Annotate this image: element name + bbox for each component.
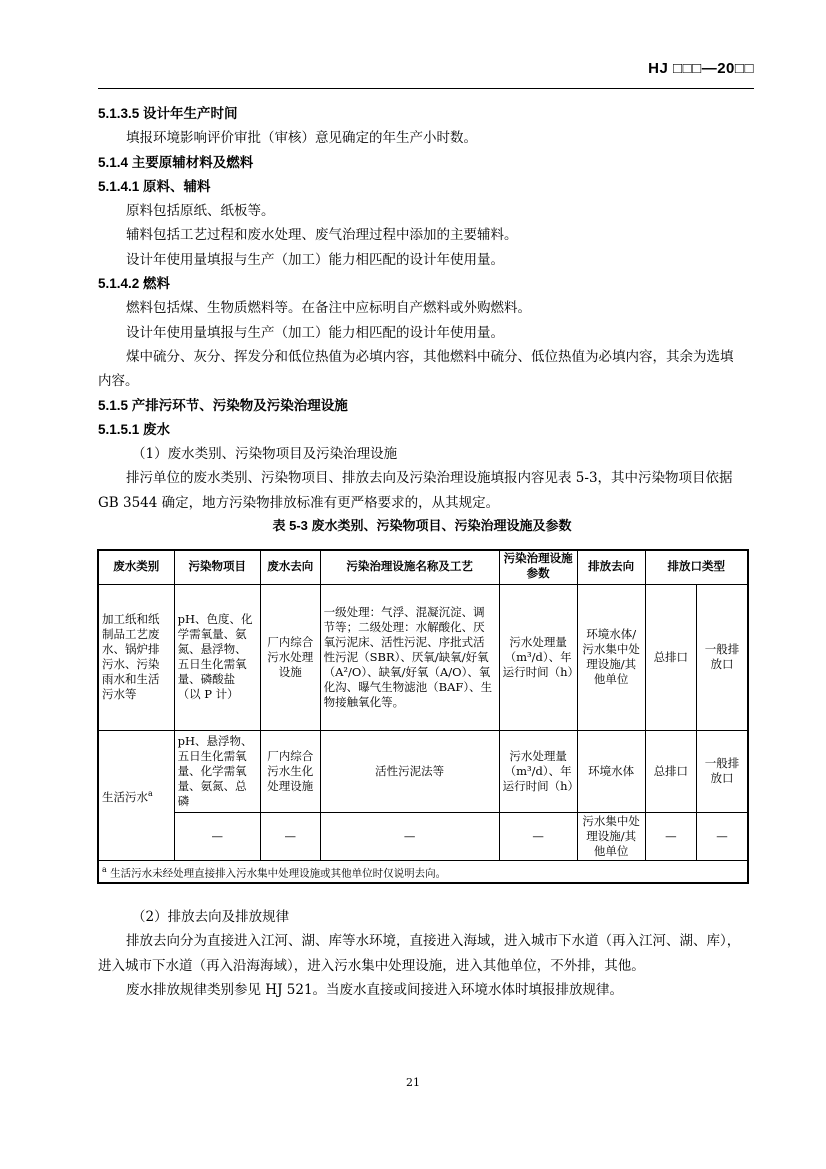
cell-destination: 厂内综合污水处理设施 bbox=[260, 584, 320, 730]
cell-outlet: 总排口 bbox=[645, 730, 696, 812]
cell-facility: 一级处理：气浮、混凝沉淀、调节等；二级处理：水解酸化、厌氧污泥床、活性污泥、序批式活性污泥（SBR）、厌氧/缺氧/好氧（A²/O）、缺氧/好氧（A/O）、氧化沟、曝气生物滤池（BAF）、生物接触氧化等。 bbox=[320, 584, 499, 730]
paragraph: 原料包括原纸、纸板等。 bbox=[126, 203, 275, 220]
body-text bbox=[98, 102, 746, 535]
header-document-code: HJ □□□—20□□ bbox=[648, 60, 754, 77]
table-title: 表 5-3 废水类别、污染物项目、污染治理设施及参数 bbox=[272, 518, 572, 534]
header-facility: 污染治理设施名称及工艺 bbox=[320, 550, 499, 584]
table-row bbox=[98, 584, 748, 730]
heading-5135: 5.1.3.5 设计年生产时间 bbox=[98, 106, 238, 121]
cell-outlet-type: 一般排放口 bbox=[697, 730, 748, 812]
header-discharge: 排放去向 bbox=[577, 550, 645, 584]
heading-514: 5.1.4 主要原辅材料及燃料 bbox=[98, 154, 254, 170]
table-note bbox=[98, 860, 748, 883]
page-number: 21 bbox=[406, 1076, 420, 1089]
heading-5141: 5.1.4.1 原料、辅料 bbox=[98, 178, 211, 194]
header-destination: 废水去向 bbox=[260, 550, 320, 584]
paragraph: 废水排放规律类别参见 HJ 521。当废水直接或间接进入环境水体时填报排放规律。 bbox=[126, 981, 624, 998]
cell-params: 污水处理量（m³/d）、年运行时间（h） bbox=[499, 584, 577, 730]
paragraph: 排污单位的废水类别、污染物项目、排放去向及污染治理设施填报内容见表 5-3，其中污染物项目依据 GB 3544 确定，地方污染物排放标准有更严格要求的，从其规定。 bbox=[98, 470, 733, 511]
cell-category: 加工纸和纸制品工艺废水、锅炉排污水、污染雨水和生活污水等 bbox=[98, 584, 174, 730]
header-category: 废水类别 bbox=[98, 550, 174, 584]
paragraph: 填报环境影响评价审批（审核）意见确定的年生产小时数。 bbox=[126, 130, 477, 147]
category-text: 生活污水 bbox=[102, 789, 148, 804]
header-pollutants: 污染物项目 bbox=[174, 550, 260, 584]
cell-pollutants: pH、色度、化学需氧量、氨氮、悬浮物、五日生化需氧量、磷酸盐（以 P 计） bbox=[174, 584, 260, 730]
header-rule bbox=[98, 88, 754, 89]
table-note-row bbox=[98, 860, 748, 883]
paragraph: 设计年使用量填报与生产（加工）能力相匹配的设计年使用量。 bbox=[126, 324, 504, 341]
cell-destination: 厂内综合污水生化处理设施 bbox=[260, 730, 320, 812]
paragraph: 设计年使用量填报与生产（加工）能力相匹配的设计年使用量。 bbox=[126, 251, 504, 268]
paragraph: 燃料包括煤、生物质燃料等。在备注中应标明自产燃料或外购燃料。 bbox=[126, 300, 531, 317]
cell-discharge: 污水集中处理设施/其他单位 bbox=[577, 812, 645, 860]
footnote-marker: a bbox=[102, 864, 107, 874]
cell-pollutants: — bbox=[174, 812, 260, 860]
heading-515: 5.1.5 产排污环节、污染物及污染治理设施 bbox=[98, 397, 348, 413]
paragraph: 辅料包括工艺过程和废水处理、废气治理过程中添加的主要辅料。 bbox=[126, 227, 518, 244]
paragraph: 排放去向分为直接进入江河、湖、库等水环境，直接进入海域，进入城市下水道（再入江河、湖、库），进入城市下水道（再入沿海海域），进入污水集中处理设施，进入其他单位，不外排，其他。 bbox=[98, 933, 741, 974]
cell-facility: — bbox=[320, 812, 499, 860]
subheading-1: （1）废水类别、污染物项目及污染治理设施 bbox=[132, 446, 398, 463]
cell-outlet-type: — bbox=[697, 812, 748, 860]
header-outlet-type: 排放口类型 bbox=[645, 550, 748, 584]
after-table-text bbox=[98, 905, 746, 1002]
cell-category bbox=[98, 730, 174, 860]
cell-outlet: 总排口 bbox=[645, 584, 696, 730]
table-row bbox=[98, 812, 748, 860]
cell-discharge: 环境水体 bbox=[577, 730, 645, 812]
header-params: 污染治理设施参数 bbox=[499, 550, 577, 584]
cell-params: 污水处理量（m³/d）、年运行时间（h） bbox=[499, 730, 577, 812]
cell-outlet: — bbox=[645, 812, 696, 860]
note-text: 生活污水未经处理直接排入污水集中处理设施或其他单位时仅说明去向。 bbox=[110, 867, 447, 879]
cell-facility: 活性污泥法等 bbox=[320, 730, 499, 812]
table-row bbox=[98, 730, 748, 812]
wastewater-table bbox=[97, 549, 749, 884]
subheading-2: （2）排放去向及排放规律 bbox=[132, 909, 290, 925]
cell-params: — bbox=[499, 812, 577, 860]
paragraph: 煤中硫分、灰分、挥发分和低位热值为必填内容，其他燃料中硫分、低位热值为必填内容，其余为选填内容。 bbox=[98, 348, 734, 390]
cell-discharge: 环境水体/污水集中处理设施/其他单位 bbox=[577, 584, 645, 730]
cell-outlet-type: 一般排放口 bbox=[697, 584, 748, 730]
cell-destination: — bbox=[260, 812, 320, 860]
cell-pollutants: pH、悬浮物、五日生化需氧量、化学需氧量、氨氮、总磷 bbox=[174, 730, 260, 812]
heading-5151: 5.1.5.1 废水 bbox=[98, 421, 171, 437]
footnote-marker: a bbox=[148, 788, 153, 798]
heading-5142: 5.1.4.2 燃料 bbox=[98, 276, 171, 292]
